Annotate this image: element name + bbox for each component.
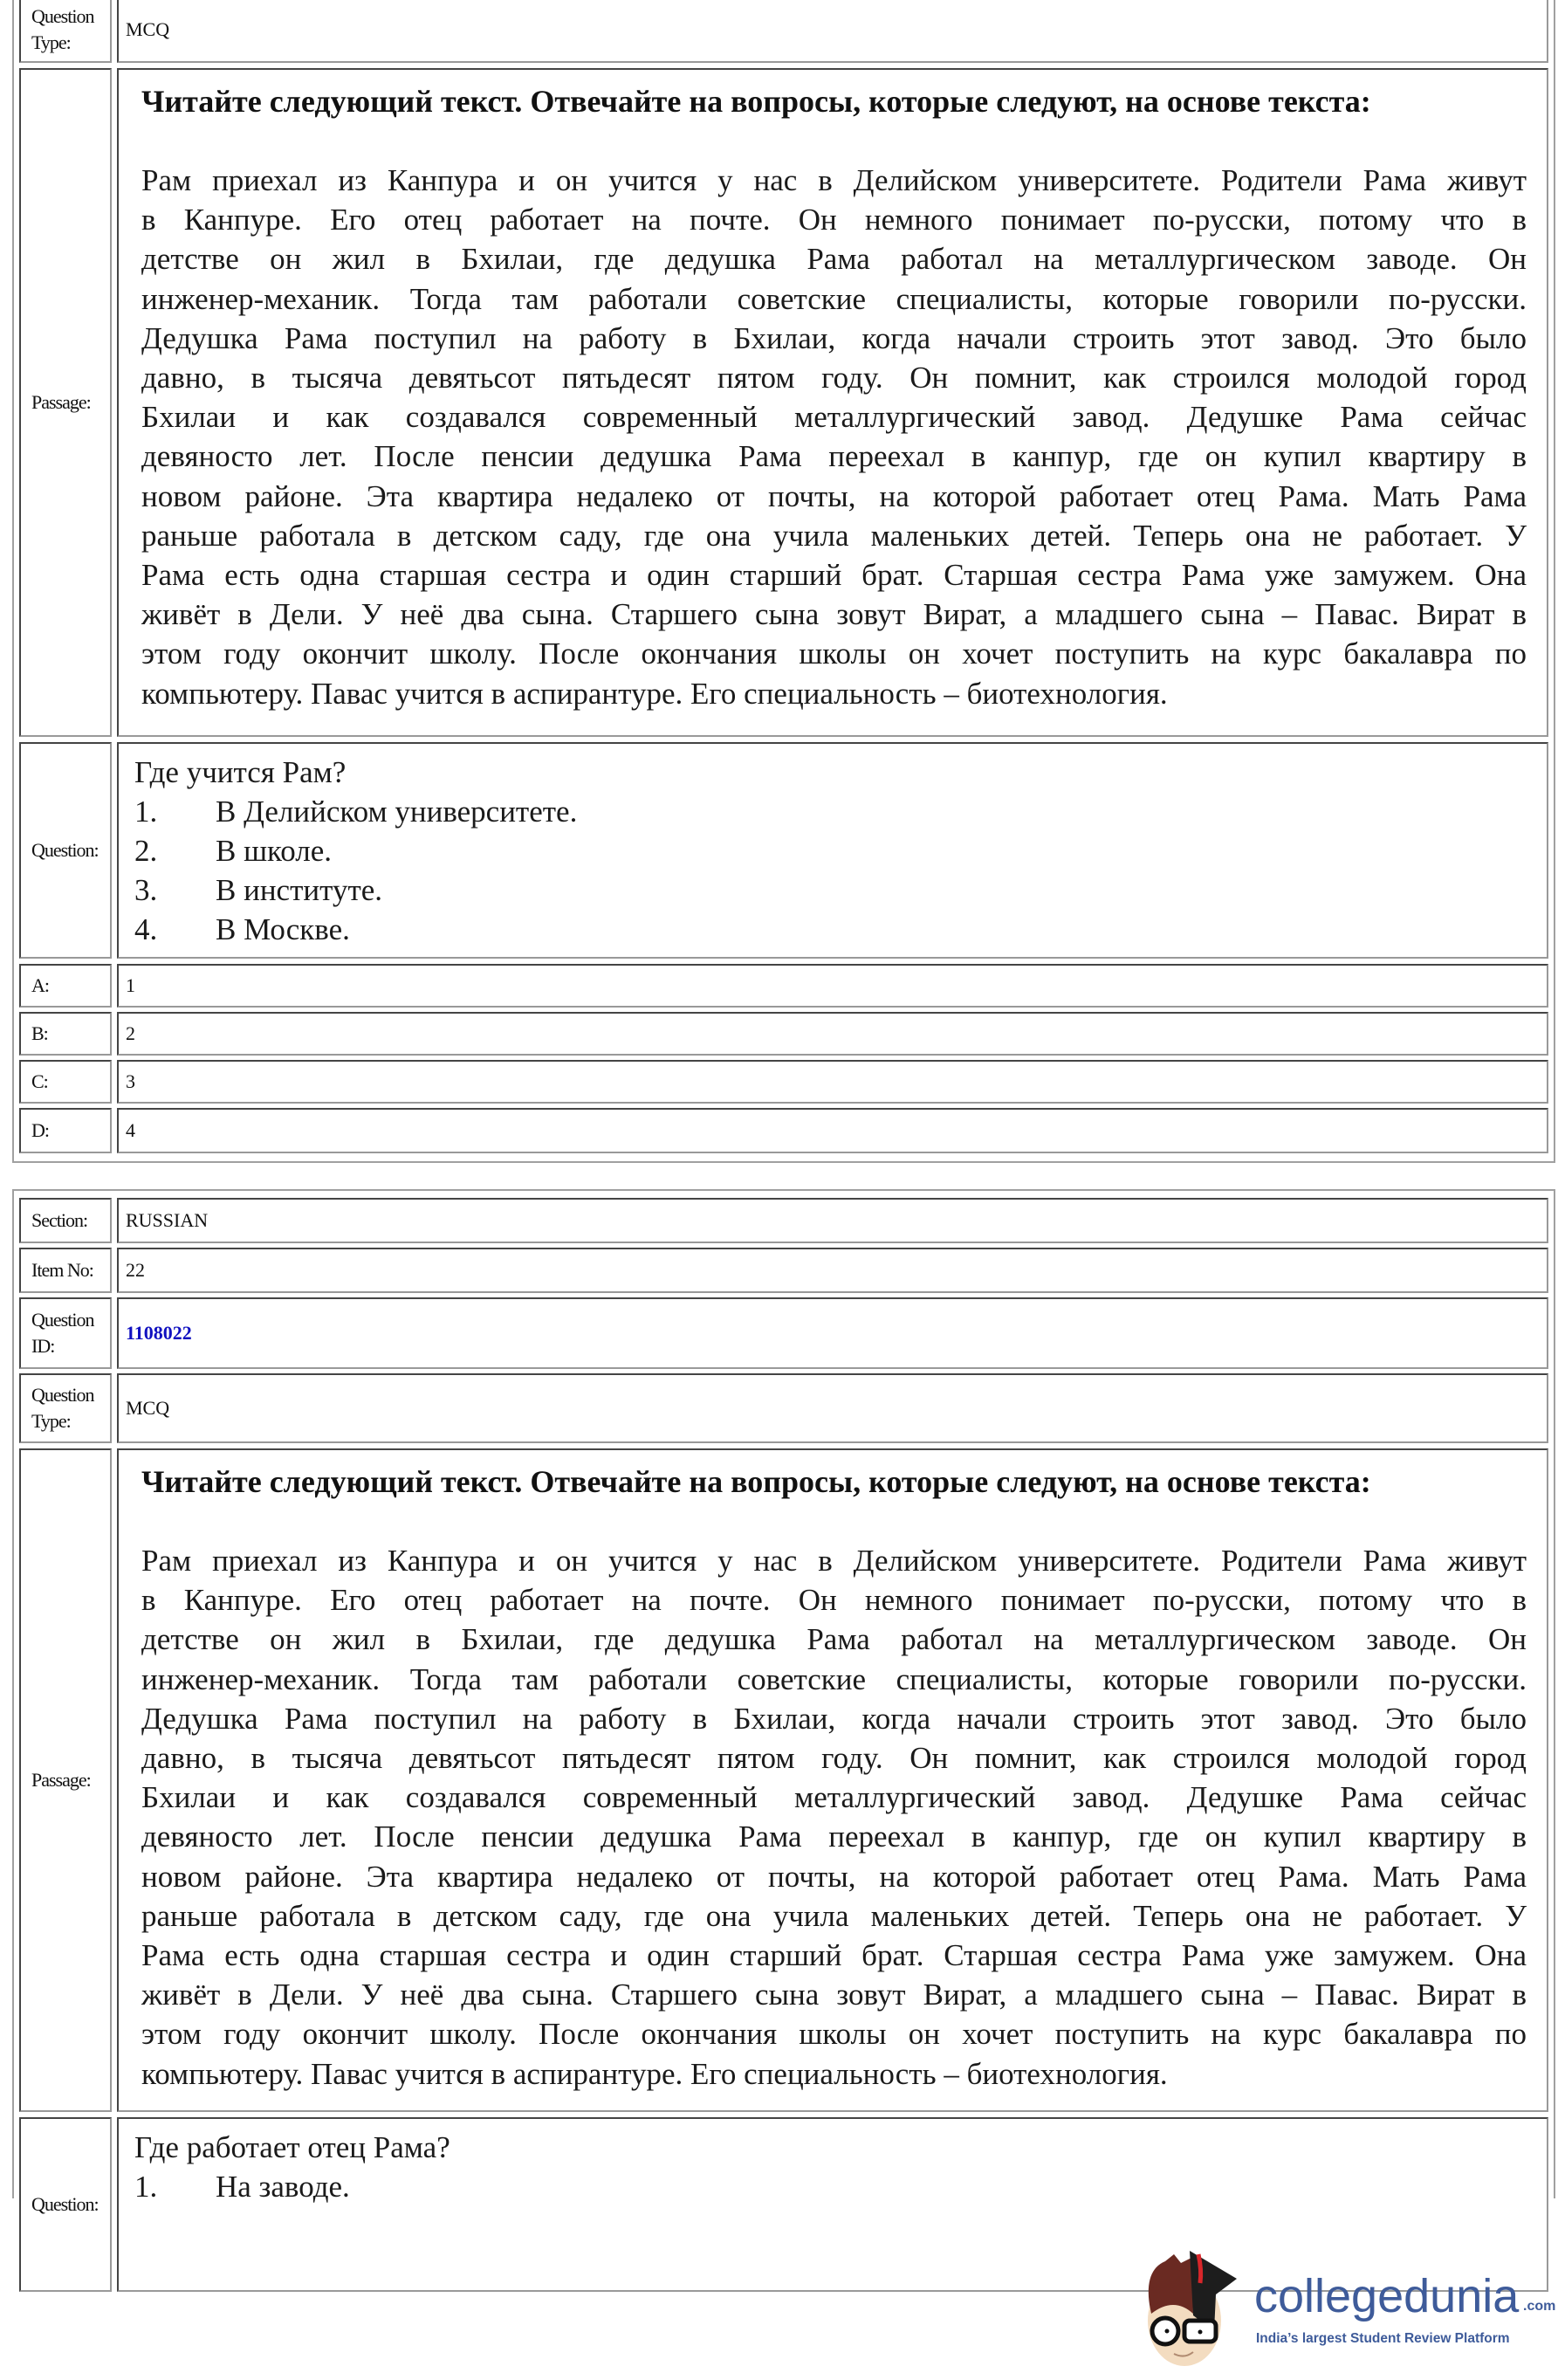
- question-table-2: [12, 1189, 1555, 2215]
- question-stem: Где работает отец Рама?: [134, 2130, 450, 2164]
- brand-name: collegedunia: [1254, 2270, 1520, 2322]
- passage-line: раньше работала в детском саду, где она учила маленьких детей. Теперь она не работает. У: [141, 1898, 1527, 1933]
- passage-body: [141, 161, 1547, 713]
- option-number: 4.: [134, 912, 158, 946]
- label: D:: [19, 1108, 112, 1153]
- answer-option: [134, 870, 1547, 910]
- row-question-id: [19, 1297, 1548, 1369]
- value: MCQ: [117, 1373, 1548, 1443]
- row-section: [19, 1198, 1548, 1243]
- passage-line: давно, в тысяча девятьсот пятьдесят пятом году. Он помнит, как строился молодой город: [141, 361, 1527, 396]
- value: MCQ: [117, 0, 1548, 63]
- option-number: 1.: [134, 794, 158, 829]
- passage-line: компьютеру. Павас учится в аспирантуре. Его специальность – биотехнология.: [141, 2056, 1168, 2091]
- row-option-a: [19, 964, 1548, 1008]
- passage-line: компьютеру. Павас учится в аспирантуре. Его специальность – биотехнология.: [141, 676, 1168, 711]
- passage-line: Рама есть одна старшая сестра и один старший брат. Старшая сестра Рама уже замужем. Она: [141, 558, 1527, 593]
- label: Question Type:: [19, 1373, 112, 1443]
- brand-domain: .com: [1523, 2299, 1556, 2314]
- label: Question:: [19, 742, 112, 959]
- passage-line: Бхилаи и как создавался современный металлургический завод. Дедушке Рама сейчас: [141, 1780, 1527, 1815]
- answer-option: [134, 792, 1547, 831]
- passage-text: [117, 68, 1548, 737]
- value: 22: [117, 1248, 1548, 1293]
- option-number: 1.: [134, 2170, 158, 2204]
- label: Question Type:: [19, 0, 112, 63]
- option-text: В институте.: [216, 873, 383, 907]
- option-text: В Москве.: [216, 912, 350, 946]
- label: C:: [19, 1060, 112, 1104]
- row-option-d: [19, 1108, 1548, 1153]
- answer-option: [134, 831, 1547, 870]
- passage-line: девяносто лет. После пенсии дедушка Рама переехал в канпур, где он купил квартиру в: [141, 439, 1527, 474]
- row-option-b: [19, 1012, 1548, 1056]
- label: B:: [19, 1012, 112, 1056]
- options-list: [134, 2167, 1547, 2206]
- label: Question:: [19, 2117, 112, 2292]
- value: 3: [117, 1060, 1548, 1104]
- option-text: В Делийском университете.: [216, 794, 578, 829]
- value: 4: [117, 1108, 1548, 1153]
- brand-tagline: India’s largest Student Review Platform: [1256, 2331, 1510, 2346]
- passage-line: Бхилаи и как создавался современный металлургический завод. Дедушке Рама сейчас: [141, 400, 1527, 435]
- passage-line: Дедушка Рама поступил на работу в Бхилаи, когда начали строить этот завод. Это было: [141, 1701, 1527, 1736]
- passage-line: давно, в тысяча девятьсот пятьдесят пятом году. Он помнит, как строился молодой город: [141, 1741, 1527, 1776]
- passage-line: в Канпуре. Его отец работает на почте. Он немного понимает по-русски, потому что в: [141, 203, 1527, 237]
- passage-body: [141, 1541, 1547, 2094]
- label: Item No:: [19, 1248, 112, 1293]
- passage-line: Дедушка Рама поступил на работу в Бхилаи, когда начали строить этот завод. Это было: [141, 320, 1527, 355]
- question-text: [117, 742, 1548, 959]
- label: Question ID:: [19, 1297, 112, 1369]
- passage-heading: Читайте следующий текст. Отвечайте на вопросы, которые следуют, на основе текста:: [141, 84, 1371, 119]
- value: 2: [117, 1012, 1548, 1056]
- label: Passage:: [19, 68, 112, 737]
- row-question-type: [19, 0, 1548, 63]
- passage-line: детстве он жил в Бхилаи, где дедушка Рама работал на металлургическом заводе. Он: [141, 242, 1527, 277]
- passage-line: живёт в Дели. У неё два сына. Старшего сына зовут Вират, а младшего сына – Павас. Вират в: [141, 597, 1527, 632]
- option-text: В школе.: [216, 834, 333, 868]
- passage-line: новом районе. Эта квартира недалеко от почты, на которой работает отец Рама. Мать Рама: [141, 478, 1527, 513]
- options-list: [134, 792, 1547, 949]
- label: Passage:: [19, 1448, 112, 2112]
- passage-text: [117, 1448, 1548, 2112]
- row-option-c: [19, 1060, 1548, 1104]
- row-passage: [19, 1448, 1548, 2112]
- passage-line: новом районе. Эта квартира недалеко от почты, на которой работает отец Рама. Мать Рама: [141, 1859, 1527, 1894]
- passage-line: раньше работала в детском саду, где она учила маленьких детей. Теперь она не работает. У: [141, 518, 1527, 553]
- passage-line: инженер-механик. Тогда там работали советские специалисты, которые говорили по-русски.: [141, 1661, 1527, 1696]
- row-question-type: [19, 1373, 1548, 1443]
- passage-line: Рам приехал из Канпура и он учится у нас в Делийском университете. Родители Рама живут: [141, 1544, 1527, 1578]
- passage-line: девяносто лет. После пенсии дедушка Рама переехал в канпур, где он купил квартиру в: [141, 1819, 1527, 1854]
- collegedunia-logo: [1139, 2244, 1556, 2380]
- value: RUSSIAN: [117, 1198, 1548, 1243]
- student-mascot-icon: [1139, 2244, 1253, 2375]
- passage-line: этом году окончит школу. После окончания школы он хочет поступить на курс бакалавра по: [141, 2017, 1527, 2052]
- question-table-1: [12, 0, 1555, 1163]
- answer-option: [134, 910, 1547, 949]
- row-passage: [19, 68, 1548, 737]
- answer-option: [134, 2167, 1547, 2206]
- option-number: 2.: [134, 834, 158, 868]
- passage-line: детстве он жил в Бхилаи, где дедушка Рама работал на металлургическом заводе. Он: [141, 1622, 1527, 1657]
- value: 1: [117, 964, 1548, 1008]
- option-number: 3.: [134, 873, 158, 907]
- label: Section:: [19, 1198, 112, 1243]
- row-question: [19, 742, 1548, 959]
- question-stem: Где учится Рам?: [134, 755, 347, 789]
- passage-line: этом году окончит школу. После окончания школы он хочет поступить на курс бакалавра по: [141, 636, 1527, 671]
- passage-line: инженер-механик. Тогда там работали советские специалисты, которые говорили по-русски.: [141, 281, 1527, 316]
- passage-line: Рам приехал из Канпура и он учится у нас в Делийском университете. Родители Рама живут: [141, 163, 1527, 197]
- passage-line: живёт в Дели. У неё два сына. Старшего сына зовут Вират, а младшего сына – Павас. Вират в: [141, 1978, 1527, 2012]
- passage-heading: Читайте следующий текст. Отвечайте на вопросы, которые следуют, на основе текста:: [141, 1464, 1371, 1499]
- passage-line: Рама есть одна старшая сестра и один старший брат. Старшая сестра Рама уже замужем. Она: [141, 1938, 1527, 1973]
- label: A:: [19, 964, 112, 1008]
- passage-line: в Канпуре. Его отец работает на почте. Он немного понимает по-русски, потому что в: [141, 1583, 1527, 1618]
- row-item-no: [19, 1248, 1548, 1293]
- question-id-link[interactable]: 1108022: [117, 1297, 1548, 1369]
- option-text: На заводе.: [216, 2170, 350, 2204]
